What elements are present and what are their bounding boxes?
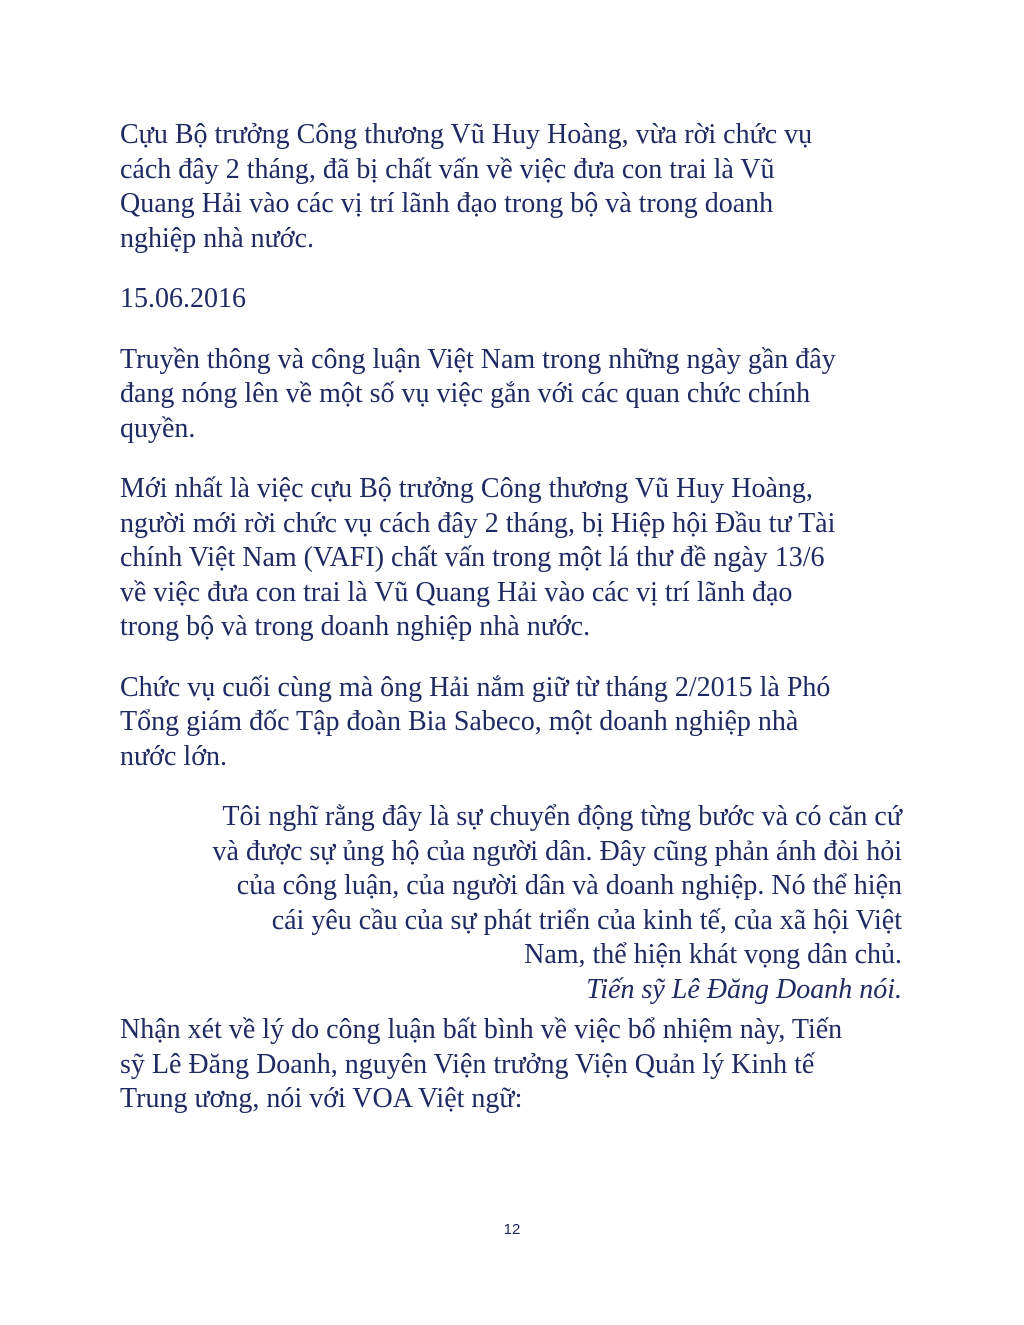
text-line: Nhận xét về lý do công luận bất bình về việc bổ nhiệm này, Tiến <box>120 1014 843 1045</box>
text-line: chính Việt Nam (VAFI) chất vấn trong một lá thư đề ngày 13/6 <box>120 542 825 573</box>
text-line: cách đây 2 tháng, đã bị chất vấn về việc đưa con trai là Vũ <box>120 153 775 185</box>
paragraph-3 <box>120 671 910 775</box>
text-line: nghiệp nhà nước. <box>120 222 315 254</box>
text-line: Truyền thông và công luận Việt Nam trong những ngày gần đây <box>120 343 836 375</box>
text-line: người mới rời chức vụ cách đây 2 tháng, bị Hiệp hội Đầu tư Tài <box>120 507 836 539</box>
text-line: Trung ương, nói với VOA Việt ngữ: <box>120 1083 523 1114</box>
quote-line: cái yêu cầu của sự phát triển của kinh tế, của xã hội Việt <box>271 904 902 936</box>
text-line: Mới nhất là việc cựu Bộ trưởng Công thương Vũ Huy Hoàng, <box>120 473 813 504</box>
text-line: về việc đưa con trai là Vũ Quang Hải vào các vị trí lãnh đạo <box>120 576 793 608</box>
page-number: 12 <box>503 1221 521 1238</box>
intro-paragraph <box>120 118 910 256</box>
text-line: nước lớn. <box>120 740 227 772</box>
quote-line: Nam, thể hiện khát vọng dân chủ. <box>524 939 902 970</box>
text-line: đang nóng lên về một số vụ việc gắn với các quan chức chính <box>120 378 811 409</box>
quote-line: Tôi nghĩ rằng đây là sự chuyển động từng bước và có căn cứ <box>222 801 902 832</box>
text-line: sỹ Lê Đăng Doanh, nguyên Viện trưởng Viện Quản lý Kinh tế <box>120 1048 815 1080</box>
text-line: quyền. <box>120 412 196 444</box>
text-line: trong bộ và trong doanh nghiệp nhà nước. <box>120 611 591 642</box>
paragraph-2 <box>120 472 910 645</box>
text-line: Tổng giám đốc Tập đoàn Bia Sabeco, một doanh nghiệp nhà <box>120 706 799 737</box>
article-date: 15.06.2016 <box>120 283 246 314</box>
text-line: Quang Hải vào các vị trí lãnh đạo trong bộ và trong doanh <box>120 188 774 219</box>
paragraph-1 <box>120 343 910 447</box>
paragraph-4 <box>120 1013 910 1117</box>
quote-attribution: Tiến sỹ Lê Đăng Doanh nói. <box>586 973 902 1005</box>
text-line: Cựu Bộ trưởng Công thương Vũ Huy Hoàng, vừa rời chức vụ <box>120 119 813 150</box>
quote-line: của công luận, của người dân và doanh nghiệp. Nó thể hiện <box>236 870 902 901</box>
article-body <box>120 118 910 1143</box>
quote-line: và được sự ủng hộ của người dân. Đây cũng phản ánh đòi hỏi <box>212 835 902 867</box>
block-quote <box>120 800 910 1007</box>
text-line: Chức vụ cuối cùng mà ông Hải nắm giữ từ tháng 2/2015 là Phó <box>120 671 831 703</box>
